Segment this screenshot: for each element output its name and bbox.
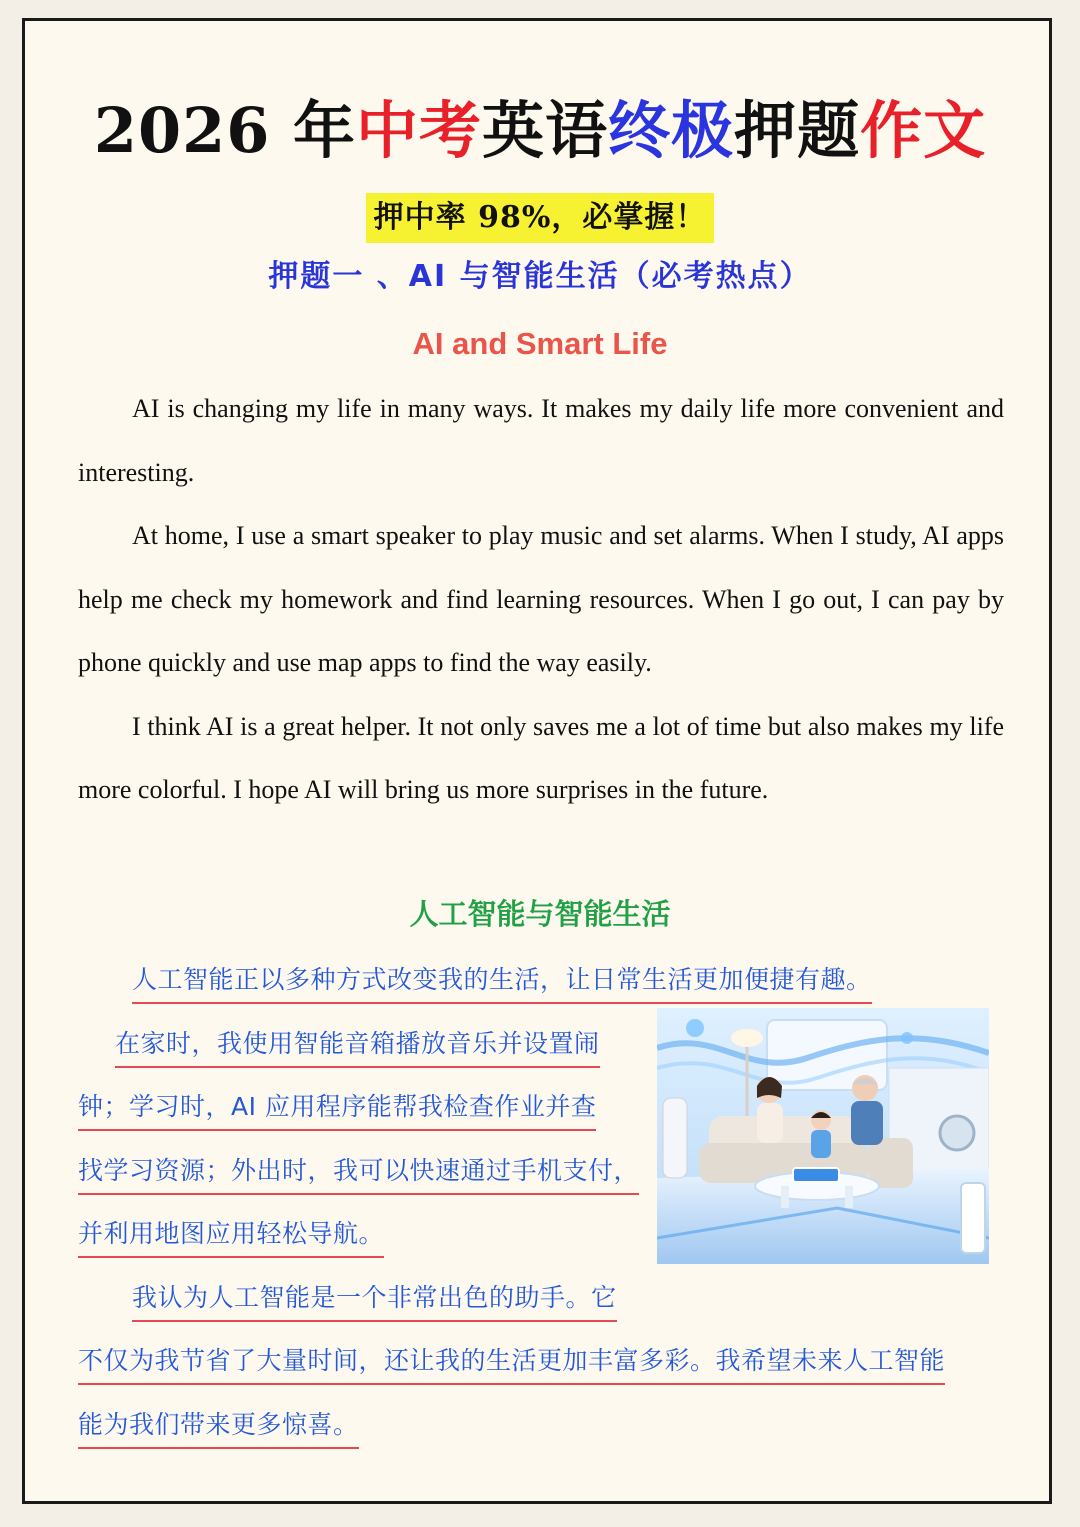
chinese-essay-title: 人工智能与智能生活 [409, 897, 671, 931]
chinese-line-3: 钟；学习时，AI 应用程序能帮我检查作业并查 [78, 1087, 596, 1131]
title-ultimate: 终极 [608, 94, 735, 167]
english-paragraph-1: AI is changing my life in many ways. It makes my daily life more convenient and interesting. [78, 394, 1004, 487]
chinese-line-5: 并利用地图应用轻松导航。 [78, 1214, 384, 1258]
title-year: 2026 年 [93, 94, 357, 167]
english-essay-title: AI and Smart Life [412, 326, 668, 361]
title-prediction: 押题 [734, 94, 861, 167]
chinese-line-1: 人工智能正以多种方式改变我的生活，让日常生活更加便捷有趣。 [132, 960, 872, 1004]
badge-row [0, 193, 1080, 243]
page-title [0, 95, 1080, 167]
english-paragraph-2: At home, I use a smart speaker to play music and set alarms. When I study, AI apps help me check my homework and find learning resources. When I go out, I can pay by phone quickly and use map apps to find the way easily. [78, 521, 1004, 677]
title-zhongkao: 中考 [356, 94, 483, 167]
english-paragraph-3: I think AI is a great helper. It not only saves me a lot of time but also makes my life more colorful. I hope AI will bring us more surprises in the future. [78, 711, 1004, 804]
chinese-line-4: 找学习资源；外出时，我可以快速通过手机支付， [78, 1151, 639, 1195]
english-essay-body [78, 377, 1004, 822]
chinese-line-7: 不仅为我节省了大量时间，还让我的生活更加丰富多彩。我希望未来人工智能 [78, 1341, 945, 1385]
title-essay: 作文 [860, 94, 987, 167]
chinese-line-8: 能为我们带来更多惊喜。 [78, 1405, 359, 1449]
title-english: 英语 [482, 94, 609, 167]
chinese-line-2: 在家时，我使用智能音箱播放音乐并设置闹 [115, 1024, 600, 1068]
chinese-line-6: 我认为人工智能是一个非常出色的助手。它 [132, 1278, 617, 1322]
section-heading: 押题一 、AI 与智能生活（必考热点） [268, 259, 812, 294]
hit-rate-badge: 押中率 98%，必掌握！ [366, 193, 715, 243]
smart-home-family-illustration [657, 1008, 989, 1264]
